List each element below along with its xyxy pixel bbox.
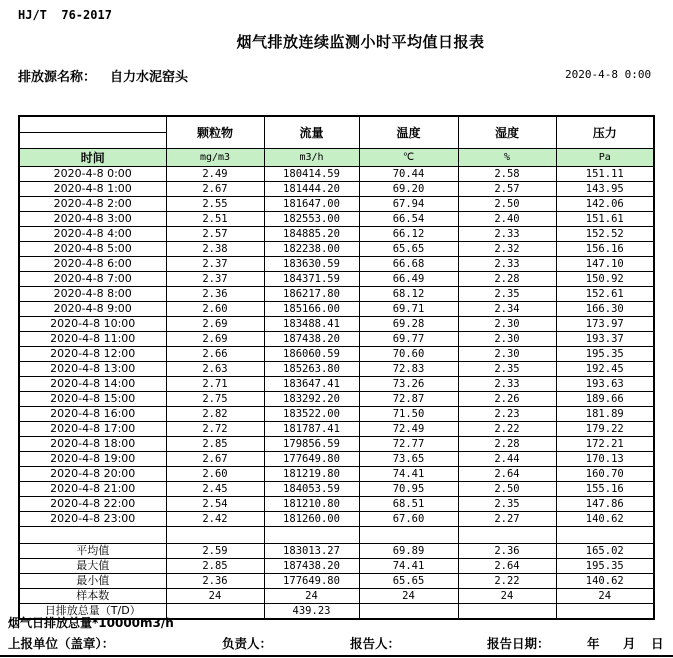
- hourly-row: [19, 377, 654, 392]
- value-cell: 151.11: [556, 167, 654, 182]
- row-label-cell: 2020-4-8 11:00: [19, 332, 166, 347]
- header-humidity: 湿度: [458, 116, 556, 149]
- value-cell: 2.32: [458, 242, 556, 257]
- value-cell: 68.12: [359, 287, 458, 302]
- row-label-cell: 最大值: [19, 559, 166, 574]
- value-cell: 155.16: [556, 482, 654, 497]
- value-cell: 185263.80: [264, 362, 359, 377]
- value-cell: 69.71: [359, 302, 458, 317]
- hourly-row: [19, 197, 654, 212]
- value-cell: 2.33: [458, 257, 556, 272]
- value-cell: 2.36: [166, 574, 264, 589]
- hourly-row: [19, 482, 654, 497]
- hourly-row: [19, 302, 654, 317]
- row-label-cell: 2020-4-8 19:00: [19, 452, 166, 467]
- spacer-cell: [264, 527, 359, 544]
- value-cell: 186060.59: [264, 347, 359, 362]
- unit-temperature: ℃: [359, 149, 458, 167]
- hourly-row: [19, 422, 654, 437]
- value-cell: 24: [359, 589, 458, 604]
- value-cell: 2.51: [166, 212, 264, 227]
- value-cell: 2.55: [166, 197, 264, 212]
- value-cell: 187438.20: [264, 559, 359, 574]
- value-cell: 65.65: [359, 242, 458, 257]
- value-cell: 2.35: [458, 362, 556, 377]
- value-cell: 2.72: [166, 422, 264, 437]
- value-cell: 156.16: [556, 242, 654, 257]
- hourly-row: [19, 497, 654, 512]
- value-cell: 2.27: [458, 512, 556, 527]
- value-cell: 180414.59: [264, 167, 359, 182]
- value-cell: 2.38: [166, 242, 264, 257]
- value-cell: 69.77: [359, 332, 458, 347]
- spacer-cell: [166, 527, 264, 544]
- value-cell: 2.82: [166, 407, 264, 422]
- value-cell: 2.22: [458, 422, 556, 437]
- row-label-cell: 2020-4-8 14:00: [19, 377, 166, 392]
- row-label-cell: 2020-4-8 9:00: [19, 302, 166, 317]
- row-label-cell: 2020-4-8 16:00: [19, 407, 166, 422]
- summary-row: [19, 589, 654, 604]
- spacer-row: [19, 527, 654, 544]
- row-label-cell: 2020-4-8 21:00: [19, 482, 166, 497]
- value-cell: 68.51: [359, 497, 458, 512]
- emission-source-name: 自力水泥窑头: [110, 70, 189, 85]
- value-cell: 70.95: [359, 482, 458, 497]
- value-cell: 2.57: [166, 227, 264, 242]
- day-label: 日: [651, 636, 664, 651]
- row-label-cell: 2020-4-8 1:00: [19, 182, 166, 197]
- value-cell: 2.67: [166, 452, 264, 467]
- value-cell: 142.06: [556, 197, 654, 212]
- value-cell: 181787.41: [264, 422, 359, 437]
- row-label-cell: 2020-4-8 12:00: [19, 347, 166, 362]
- value-cell: 2.63: [166, 362, 264, 377]
- value-cell: 184053.59: [264, 482, 359, 497]
- value-cell: 2.85: [166, 559, 264, 574]
- value-cell: 181.89: [556, 407, 654, 422]
- value-cell: 2.49: [166, 167, 264, 182]
- value-cell: 73.65: [359, 452, 458, 467]
- value-cell: 181260.00: [264, 512, 359, 527]
- hourly-row: [19, 317, 654, 332]
- hourly-row: [19, 212, 654, 227]
- value-cell: 439.23: [264, 604, 359, 620]
- value-cell: 67.60: [359, 512, 458, 527]
- value-cell: 24: [264, 589, 359, 604]
- year-label: 年: [587, 636, 600, 651]
- value-cell: 72.87: [359, 392, 458, 407]
- total-emission-note: 烟气日排放总量*10000m3/h: [8, 616, 174, 630]
- value-cell: 166.30: [556, 302, 654, 317]
- value-cell: 24: [166, 589, 264, 604]
- value-cell: 2.85: [166, 437, 264, 452]
- value-cell: 72.83: [359, 362, 458, 377]
- header-particulate: 颗粒物: [166, 116, 264, 149]
- row-label-cell: 2020-4-8 17:00: [19, 422, 166, 437]
- value-cell: 2.75: [166, 392, 264, 407]
- header-blank-top-cell: [19, 116, 166, 133]
- value-cell: 2.66: [166, 347, 264, 362]
- spacer-cell: [556, 527, 654, 544]
- value-cell: 147.10: [556, 257, 654, 272]
- row-label-cell: 最小值: [19, 574, 166, 589]
- value-cell: 24: [556, 589, 654, 604]
- row-label-cell: 2020-4-8 23:00: [19, 512, 166, 527]
- value-cell: 2.36: [458, 544, 556, 559]
- hourly-row: [19, 362, 654, 377]
- row-label-cell: 2020-4-8 2:00: [19, 197, 166, 212]
- value-cell: 69.20: [359, 182, 458, 197]
- row-label-cell: 2020-4-8 7:00: [19, 272, 166, 287]
- value-cell: 74.41: [359, 559, 458, 574]
- row-label-cell: 2020-4-8 0:00: [19, 167, 166, 182]
- value-cell: 66.49: [359, 272, 458, 287]
- row-label-cell: 2020-4-8 6:00: [19, 257, 166, 272]
- value-cell: 2.28: [458, 272, 556, 287]
- value-cell: 195.35: [556, 559, 654, 574]
- header-temperature: 温度: [359, 116, 458, 149]
- row-label-cell: 平均值: [19, 544, 166, 559]
- value-cell: 70.44: [359, 167, 458, 182]
- value-cell: 2.45: [166, 482, 264, 497]
- value-cell: 67.94: [359, 197, 458, 212]
- value-cell: 2.67: [166, 182, 264, 197]
- value-cell: 177649.80: [264, 574, 359, 589]
- value-cell: 140.62: [556, 574, 654, 589]
- value-cell: 2.33: [458, 227, 556, 242]
- value-cell: 181210.80: [264, 497, 359, 512]
- value-cell: 71.50: [359, 407, 458, 422]
- value-cell: [458, 604, 556, 620]
- value-cell: 2.50: [458, 482, 556, 497]
- value-cell: 183488.41: [264, 317, 359, 332]
- units-row: [19, 149, 654, 167]
- value-cell: 69.28: [359, 317, 458, 332]
- value-cell: 2.30: [458, 347, 556, 362]
- summary-row: [19, 544, 654, 559]
- value-cell: 2.28: [458, 437, 556, 452]
- value-cell: 2.58: [458, 167, 556, 182]
- value-cell: 186217.80: [264, 287, 359, 302]
- value-cell: 72.77: [359, 437, 458, 452]
- row-label-cell: 2020-4-8 5:00: [19, 242, 166, 257]
- value-cell: 2.50: [458, 197, 556, 212]
- value-cell: 152.52: [556, 227, 654, 242]
- hourly-row: [19, 257, 654, 272]
- hourly-row: [19, 332, 654, 347]
- emission-source-label: 排放源名称：: [18, 70, 97, 85]
- row-label-cell: 2020-4-8 15:00: [19, 392, 166, 407]
- value-cell: 150.92: [556, 272, 654, 287]
- standard-code: HJ/T 76-2017: [18, 8, 112, 22]
- value-cell: [359, 604, 458, 620]
- value-cell: 2.36: [166, 287, 264, 302]
- value-cell: 2.40: [458, 212, 556, 227]
- value-cell: 2.64: [458, 559, 556, 574]
- value-cell: 2.30: [458, 317, 556, 332]
- value-cell: 66.54: [359, 212, 458, 227]
- value-cell: 69.89: [359, 544, 458, 559]
- value-cell: 183522.00: [264, 407, 359, 422]
- value-cell: 2.35: [458, 497, 556, 512]
- report-date-label: 报告日期：: [487, 636, 550, 651]
- hourly-row: [19, 182, 654, 197]
- hourly-row: [19, 227, 654, 242]
- value-cell: 73.26: [359, 377, 458, 392]
- value-cell: 181219.80: [264, 467, 359, 482]
- hourly-row: [19, 512, 654, 527]
- value-cell: 2.54: [166, 497, 264, 512]
- row-label-cell: 2020-4-8 10:00: [19, 317, 166, 332]
- signature-row: [0, 634, 673, 652]
- value-cell: 140.62: [556, 512, 654, 527]
- value-cell: 2.23: [458, 407, 556, 422]
- value-cell: 160.70: [556, 467, 654, 482]
- value-cell: 192.45: [556, 362, 654, 377]
- header-flow: 流量: [264, 116, 359, 149]
- value-cell: 2.37: [166, 272, 264, 287]
- value-cell: 2.34: [458, 302, 556, 317]
- value-cell: 147.86: [556, 497, 654, 512]
- value-cell: 2.69: [166, 332, 264, 347]
- spacer-cell: [19, 527, 166, 544]
- value-cell: 182238.00: [264, 242, 359, 257]
- unit-particulate: mg/m3: [166, 149, 264, 167]
- value-cell: 2.57: [458, 182, 556, 197]
- value-cell: 2.64: [458, 467, 556, 482]
- value-cell: 66.68: [359, 257, 458, 272]
- value-cell: 184885.20: [264, 227, 359, 242]
- value-cell: 2.44: [458, 452, 556, 467]
- value-cell: 177649.80: [264, 452, 359, 467]
- spacer-cell: [359, 527, 458, 544]
- value-cell: 193.37: [556, 332, 654, 347]
- value-cell: 151.61: [556, 212, 654, 227]
- hourly-row: [19, 242, 654, 257]
- value-cell: 165.02: [556, 544, 654, 559]
- value-cell: 2.71: [166, 377, 264, 392]
- summary-row: [19, 574, 654, 589]
- row-label-cell: 样本数: [19, 589, 166, 604]
- value-cell: 66.12: [359, 227, 458, 242]
- value-cell: 2.22: [458, 574, 556, 589]
- value-cell: 2.60: [166, 302, 264, 317]
- value-cell: 185166.00: [264, 302, 359, 317]
- value-cell: 179856.59: [264, 437, 359, 452]
- value-cell: 2.35: [458, 287, 556, 302]
- summary-row: [19, 559, 654, 574]
- hourly-row: [19, 452, 654, 467]
- header-pressure: 压力: [556, 116, 654, 149]
- hourly-row: [19, 167, 654, 182]
- header-row-top: [19, 116, 654, 133]
- value-cell: 181444.20: [264, 182, 359, 197]
- monitoring-table: [18, 115, 655, 620]
- summary-rows: [19, 544, 654, 620]
- value-cell: 183292.20: [264, 392, 359, 407]
- row-label-cell: 2020-4-8 8:00: [19, 287, 166, 302]
- value-cell: 152.61: [556, 287, 654, 302]
- row-label-cell: 2020-4-8 22:00: [19, 497, 166, 512]
- value-cell: 65.65: [359, 574, 458, 589]
- row-label-cell: 2020-4-8 4:00: [19, 227, 166, 242]
- hourly-row: [19, 392, 654, 407]
- value-cell: 182553.00: [264, 212, 359, 227]
- value-cell: 193.63: [556, 377, 654, 392]
- emission-source-line: [18, 66, 188, 85]
- unit-pressure: Pa: [556, 149, 654, 167]
- value-cell: 172.21: [556, 437, 654, 452]
- value-cell: 143.95: [556, 182, 654, 197]
- report-unit-label: 上报单位（盖章）：: [8, 636, 115, 651]
- value-cell: 2.37: [166, 257, 264, 272]
- value-cell: 181647.00: [264, 197, 359, 212]
- value-cell: 2.59: [166, 544, 264, 559]
- value-cell: 183647.41: [264, 377, 359, 392]
- unit-flow: m3/h: [264, 149, 359, 167]
- hourly-row: [19, 287, 654, 302]
- hourly-rows: [19, 167, 654, 527]
- value-cell: 2.60: [166, 467, 264, 482]
- value-cell: 74.41: [359, 467, 458, 482]
- row-label-cell: 日排放总量（T/D）: [19, 604, 166, 620]
- bottom-divider: [0, 655, 673, 657]
- value-cell: 173.97: [556, 317, 654, 332]
- month-label: 月: [623, 636, 636, 651]
- value-cell: 187438.20: [264, 332, 359, 347]
- value-cell: 24: [458, 589, 556, 604]
- report-datetime: 2020-4-8 0:00: [565, 68, 652, 81]
- page-title: 烟气排放连续监测小时平均值日报表: [236, 33, 485, 51]
- row-label-cell: 2020-4-8 13:00: [19, 362, 166, 377]
- time-header: 时间: [19, 149, 166, 167]
- row-label-cell: 2020-4-8 20:00: [19, 467, 166, 482]
- value-cell: 183013.27: [264, 544, 359, 559]
- hourly-row: [19, 437, 654, 452]
- value-cell: 2.30: [458, 332, 556, 347]
- value-cell: 183630.59: [264, 257, 359, 272]
- value-cell: 179.22: [556, 422, 654, 437]
- row-label-cell: 2020-4-8 3:00: [19, 212, 166, 227]
- spacer-cell: [458, 527, 556, 544]
- reporter-label: 报告人：: [350, 636, 401, 651]
- value-cell: 2.42: [166, 512, 264, 527]
- value-cell: 195.35: [556, 347, 654, 362]
- value-cell: [166, 604, 264, 620]
- value-cell: 70.60: [359, 347, 458, 362]
- responsible-person-label: 负责人：: [222, 636, 273, 651]
- value-cell: 2.69: [166, 317, 264, 332]
- value-cell: 72.49: [359, 422, 458, 437]
- value-cell: 170.13: [556, 452, 654, 467]
- value-cell: 184371.59: [264, 272, 359, 287]
- value-cell: 2.26: [458, 392, 556, 407]
- value-cell: 189.66: [556, 392, 654, 407]
- hourly-row: [19, 272, 654, 287]
- hourly-row: [19, 407, 654, 422]
- header-blank-bottom-cell: [19, 133, 166, 149]
- value-cell: 2.33: [458, 377, 556, 392]
- row-label-cell: 2020-4-8 18:00: [19, 437, 166, 452]
- unit-humidity: %: [458, 149, 556, 167]
- hourly-row: [19, 347, 654, 362]
- value-cell: [556, 604, 654, 620]
- hourly-row: [19, 467, 654, 482]
